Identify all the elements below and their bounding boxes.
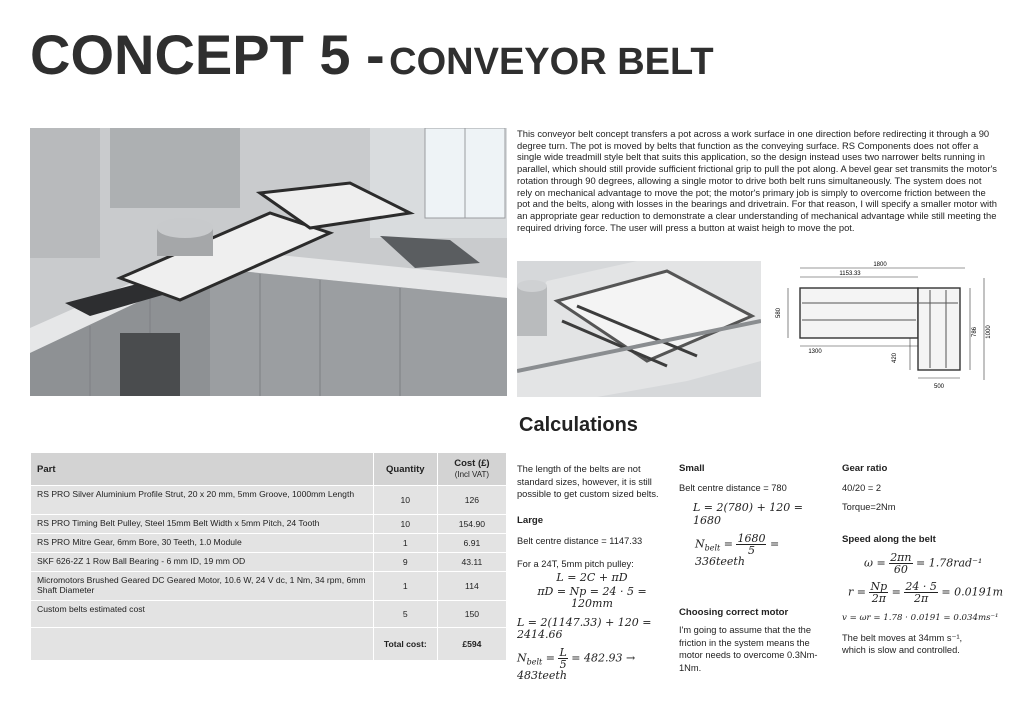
gear-ratio-heading: Gear ratio xyxy=(842,463,888,474)
eq-pulley-circumference: πD = Np = 24 · 5 = 120mm xyxy=(537,584,647,610)
cell-cost: 150 xyxy=(437,601,506,628)
cell-part: Custom belts estimated cost xyxy=(31,601,374,628)
cell-qty: 1 xyxy=(373,572,437,601)
eq-small-teeth: $N_{belt}$ = $\frac{1680}{5}$ = 336teeth xyxy=(695,532,780,568)
eq-small-length: L = 2(780) + 120 = 1680 xyxy=(693,501,804,527)
technical-drawing xyxy=(770,258,1000,398)
eq-belt-speed: v = ωr = 1.78 · 0.0191 = 0.034ms⁻¹ xyxy=(842,613,999,623)
table-row xyxy=(31,553,507,572)
table-row xyxy=(31,486,507,515)
large-centre-distance: Belt centre distance = 1147.33 xyxy=(517,536,643,546)
intro-paragraph: This conveyor belt concept transfers a pot across a work surface in one direction before redirecting it through a 90 degree turn. The pot is moved by belts that function as the conveying surface. RS Components does not offer a single wide treadmill style belt that suits this application, so the design instead uses two narrower belts running in parallel, which should still provide sufficient frictional grip to pull the pot along. A bevel gear set transmits the motor's rotation through 90 degrees, allowing a single motor to drive both belt runs simultaneously. The system does not rely on mechanical advantage to move the pot; the motor's primary job is simply to overcome friction between the pot and the belts, along with losses in the bearings and drivetrain. For that reason, I will specify a smaller motor with an appropriate gear reduction to demonstrate a clear understanding of mechanical advantage while still meeting the required driving force. The user will press a button at waist heigh to move the pot. xyxy=(517,128,997,233)
parts-cost-table xyxy=(30,452,507,661)
total-value: £594 xyxy=(437,628,506,661)
cell-cost: 126 xyxy=(437,486,506,515)
cell-cost: 6.91 xyxy=(437,534,506,553)
gear-ratio-value: 40/20 = 2 xyxy=(842,482,882,493)
calc-column-gear xyxy=(842,463,1012,657)
speed-heading: Speed along the belt xyxy=(842,533,936,545)
torque-value: Torque=2Nm xyxy=(842,502,896,512)
eq-angular-velocity: ω = $\frac{2\pi n}{60}$ = 1.78rad⁻¹ xyxy=(864,551,983,576)
eq-large-teeth: $N_{belt}$ = $\frac{L}{5}$ = 482.93 → 483teeth xyxy=(517,645,636,682)
table-row xyxy=(31,601,507,628)
dim-420: 420 xyxy=(892,352,898,364)
cell-cost: 43.11 xyxy=(437,553,506,572)
table-total-row xyxy=(31,628,507,661)
small-heading: Small xyxy=(679,463,705,474)
header-part: Part xyxy=(31,453,374,486)
cell-qty: 5 xyxy=(373,601,437,628)
header-cost-note: (Incl VAT) xyxy=(454,470,490,479)
cell-qty: 10 xyxy=(373,515,437,534)
closeup-render-image xyxy=(517,261,761,397)
calc-column-small xyxy=(679,463,829,674)
page-title xyxy=(30,22,714,87)
cell-part: Micromotors Brushed Geared DC Geared Motor, 10.6 W, 24 V dc, 1 Nm, 34 rpm, 6mm Shaft Diameter xyxy=(31,572,374,601)
cell-part: RS PRO Timing Belt Pulley, Steel 15mm Belt Width x 5mm Pitch, 24 Tooth xyxy=(31,515,374,534)
eq-large-length: L = 2(1147.33) + 120 = 2414.66 xyxy=(517,615,652,641)
kitchen-render-image xyxy=(30,128,507,396)
cell-cost: 114 xyxy=(437,572,506,601)
belt-length-note: The length of the belts are not standard sizes, however, it is still possible to get custom sized belts. xyxy=(517,464,659,499)
dim-1153: 1153.33 xyxy=(839,271,861,277)
eq-belt-length: L = 2C + πD xyxy=(556,571,628,584)
title-sub: CONVEYOR BELT xyxy=(389,41,714,83)
pulley-spec: For a 24T, 5mm pitch pulley: xyxy=(517,558,634,569)
cell-qty: 10 xyxy=(373,486,437,515)
eq-radius: r = $\frac{Np}{2\pi}$ = $\frac{24 \cdot 5}{2\pi}$ = 0.0191m xyxy=(848,580,1004,605)
calc-column-large xyxy=(517,463,667,682)
header-quantity: Quantity xyxy=(373,453,437,486)
table-row xyxy=(31,515,507,534)
small-centre-distance: Belt centre distance = 780 xyxy=(679,482,787,493)
cell-cost: 154.90 xyxy=(437,515,506,534)
table-row xyxy=(31,534,507,553)
dim-786: 786 xyxy=(972,326,978,338)
large-heading: Large xyxy=(517,514,544,526)
cell-part: RS PRO Mitre Gear, 6mm Bore, 30 Teeth, 1.0 Module xyxy=(31,534,374,553)
cell-part: SKF 626-2Z 1 Row Ball Bearing - 6 mm ID, 19 mm OD xyxy=(31,553,374,572)
dim-500: 500 xyxy=(933,384,945,390)
table-row xyxy=(31,572,507,601)
header-cost xyxy=(437,453,506,486)
dim-1800: 1800 xyxy=(873,262,887,268)
header-cost-label: Cost (£) xyxy=(454,458,490,469)
belt-speed-note: The belt moves at 34mm s⁻¹, which is slow and controlled. xyxy=(842,632,963,655)
calculations-heading: Calculations xyxy=(519,414,638,436)
dim-580: 580 xyxy=(776,307,782,319)
table-header-row xyxy=(31,453,507,486)
title-main: CONCEPT 5 - xyxy=(30,23,385,86)
dim-1000: 1000 xyxy=(986,325,992,339)
motor-heading: Choosing correct motor xyxy=(679,606,789,618)
cell-qty: 9 xyxy=(373,553,437,572)
dim-1300: 1300 xyxy=(808,349,822,355)
cell-qty: 1 xyxy=(373,534,437,553)
cell-part: RS PRO Silver Aluminium Profile Strut, 20 x 20 mm, 5mm Groove, 1000mm Length xyxy=(31,486,374,515)
total-label: Total cost: xyxy=(373,628,437,661)
motor-assumption: I'm going to assume that the the friction in the system means the motor needs to overcome 0.3Nm-1Nm. xyxy=(679,625,818,673)
